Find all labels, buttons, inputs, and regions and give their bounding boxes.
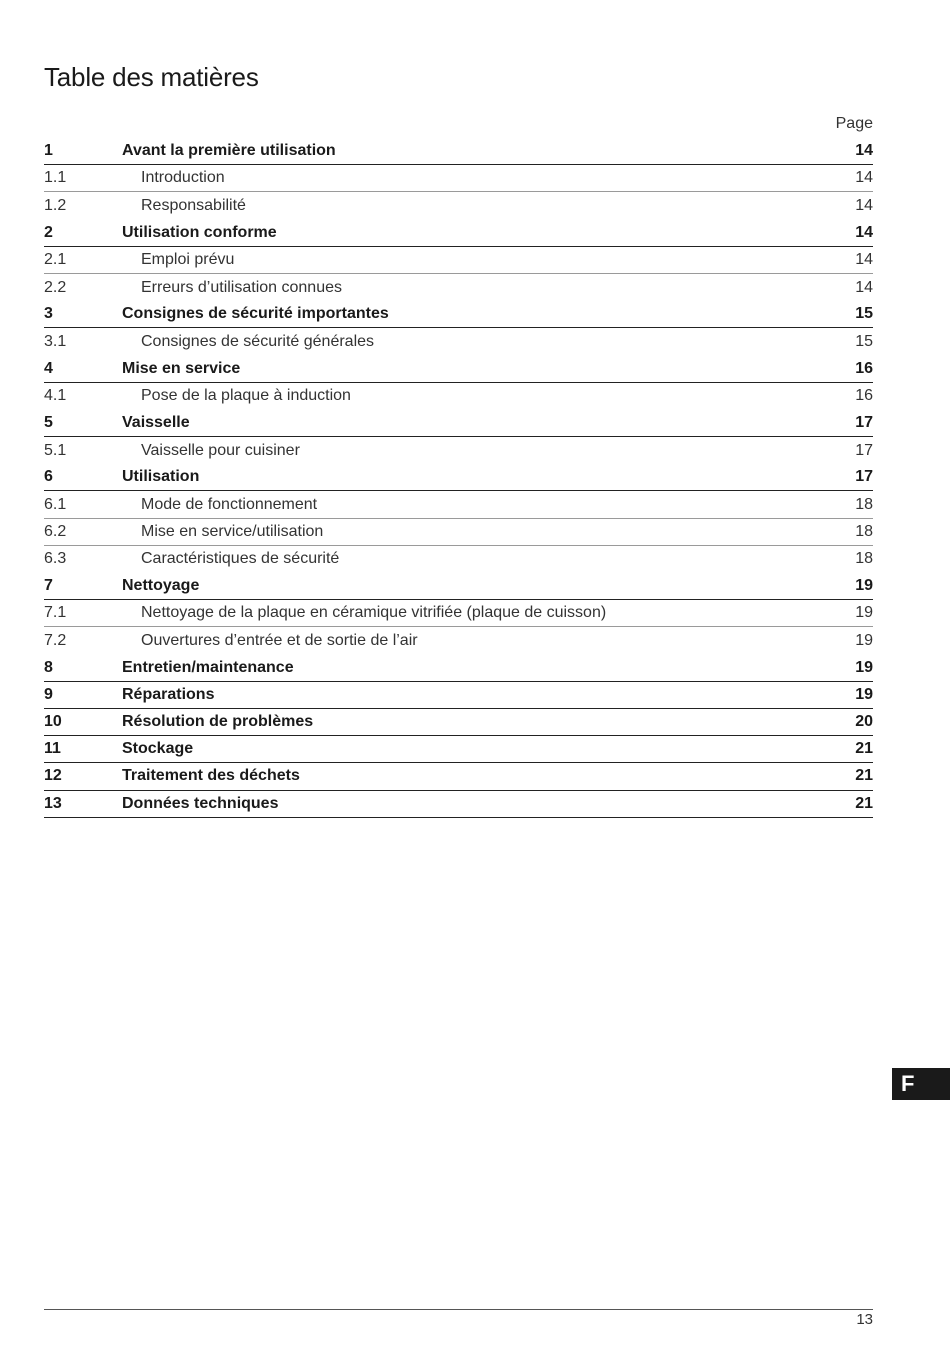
toc-section[interactable] [44, 709, 873, 736]
toc-section[interactable] [44, 763, 873, 790]
toc-number: 7 [44, 577, 53, 595]
toc-subsection[interactable] [44, 247, 873, 274]
toc-page: 14 [855, 278, 873, 296]
toc-label: Responsabilité [141, 196, 246, 214]
toc-page: 18 [855, 550, 873, 568]
toc-label: Avant la première utilisation [122, 142, 336, 160]
toc-label: Traitement des déchets [122, 767, 300, 785]
toc-number: 1.1 [44, 169, 67, 187]
toc-page: 19 [855, 631, 873, 649]
toc-page: 21 [855, 740, 873, 758]
toc-page: 19 [855, 658, 873, 676]
toc-number: 9 [44, 685, 53, 703]
toc-label: Nettoyage de la plaque en céramique vitrifiée (plaque de cuisson) [141, 604, 607, 622]
table-of-contents [44, 138, 873, 818]
toc-subsection[interactable] [44, 546, 873, 573]
toc-page: 14 [855, 196, 873, 214]
toc-label: Réparations [122, 685, 215, 703]
toc-section[interactable] [44, 736, 873, 763]
toc-page: 19 [855, 604, 873, 622]
toc-label: Mode de fonctionnement [141, 495, 318, 513]
toc-number: 6.2 [44, 522, 67, 540]
toc-number: 3 [44, 305, 53, 323]
toc-number: 11 [44, 740, 61, 758]
toc-page: 14 [855, 223, 873, 241]
toc-section[interactable] [44, 682, 873, 709]
toc-number: 1.2 [44, 196, 67, 214]
toc-number: 5 [44, 413, 53, 431]
toc-subsection[interactable] [44, 274, 873, 301]
toc-page: 21 [855, 794, 873, 812]
toc-number: 2 [44, 223, 53, 241]
toc-label: Nettoyage [122, 577, 200, 595]
toc-number: 2.2 [44, 278, 67, 296]
toc-page: 20 [855, 713, 873, 731]
page-title: Table des matières [44, 62, 259, 92]
toc-number: 10 [44, 713, 62, 731]
toc-number: 5.1 [44, 441, 67, 459]
toc-section[interactable] [44, 356, 873, 383]
toc-page: 15 [855, 332, 873, 350]
toc-number: 1 [44, 142, 53, 160]
toc-number: 7.2 [44, 631, 67, 649]
page-column-label: Page [835, 115, 873, 132]
toc-page: 17 [855, 468, 873, 486]
footer-divider [44, 1309, 873, 1310]
toc-page: 17 [855, 413, 873, 431]
toc-label: Emploi prévu [141, 250, 235, 268]
toc-number: 13 [44, 794, 62, 812]
toc-label: Résolution de problèmes [122, 713, 314, 731]
toc-page: 19 [855, 685, 873, 703]
toc-page: 18 [855, 495, 873, 513]
toc-section[interactable] [44, 464, 873, 491]
toc-label: Utilisation [122, 468, 200, 486]
toc-number: 4.1 [44, 387, 67, 405]
toc-subsection[interactable] [44, 437, 873, 464]
toc-page: 18 [855, 522, 873, 540]
toc-number: 6.1 [44, 495, 67, 513]
toc-page: 14 [855, 169, 873, 187]
toc-label: Consignes de sécurité générales [141, 332, 375, 350]
toc-subsection[interactable] [44, 600, 873, 627]
toc-subsection[interactable] [44, 627, 873, 654]
toc-label: Mise en service/utilisation [141, 522, 324, 540]
toc-page: 21 [855, 767, 873, 785]
toc-number: 4 [44, 359, 53, 377]
toc-number: 2.1 [44, 250, 67, 268]
toc-label: Entretien/maintenance [122, 658, 294, 676]
toc-subsection[interactable] [44, 165, 873, 192]
toc-number: 7.1 [44, 604, 67, 622]
toc-label: Utilisation conforme [122, 223, 277, 241]
toc-subsection[interactable] [44, 328, 873, 355]
toc-page: 14 [855, 250, 873, 268]
toc-subsection[interactable] [44, 519, 873, 546]
toc-section[interactable] [44, 301, 873, 328]
toc-label: Stockage [122, 740, 194, 758]
toc-number: 6.3 [44, 550, 67, 568]
toc-label: Caractéristiques de sécurité [141, 550, 340, 568]
toc-label: Ouvertures d’entrée et de sortie de l’air [141, 631, 418, 649]
toc-label: Erreurs d’utilisation connues [141, 278, 342, 296]
toc-number: 12 [44, 767, 62, 785]
toc-section[interactable] [44, 791, 873, 818]
toc-page: 14 [855, 142, 873, 160]
toc-label: Introduction [141, 169, 225, 187]
toc-number: 3.1 [44, 332, 67, 350]
language-tab: F [892, 1068, 950, 1100]
toc-label: Vaisselle [122, 413, 190, 431]
toc-page: 15 [855, 305, 873, 323]
toc-section[interactable] [44, 220, 873, 247]
toc-number: 6 [44, 468, 53, 486]
toc-label: Pose de la plaque à induction [141, 387, 351, 405]
toc-section[interactable] [44, 410, 873, 437]
toc-section[interactable] [44, 573, 873, 600]
toc-subsection[interactable] [44, 491, 873, 518]
toc-page: 17 [855, 441, 873, 459]
toc-page: 16 [855, 359, 873, 377]
toc-section[interactable] [44, 138, 873, 165]
toc-label: Données techniques [122, 794, 279, 812]
toc-label: Mise en service [122, 359, 241, 377]
toc-label: Vaisselle pour cuisiner [141, 441, 300, 459]
toc-label: Consignes de sécurité importantes [122, 305, 389, 323]
toc-subsection[interactable] [44, 383, 873, 410]
toc-page: 19 [855, 577, 873, 595]
toc-section[interactable] [44, 655, 873, 682]
page-number: 13 [856, 1311, 873, 1328]
toc-page: 16 [855, 387, 873, 405]
toc-subsection[interactable] [44, 192, 873, 219]
toc-number: 8 [44, 658, 53, 676]
